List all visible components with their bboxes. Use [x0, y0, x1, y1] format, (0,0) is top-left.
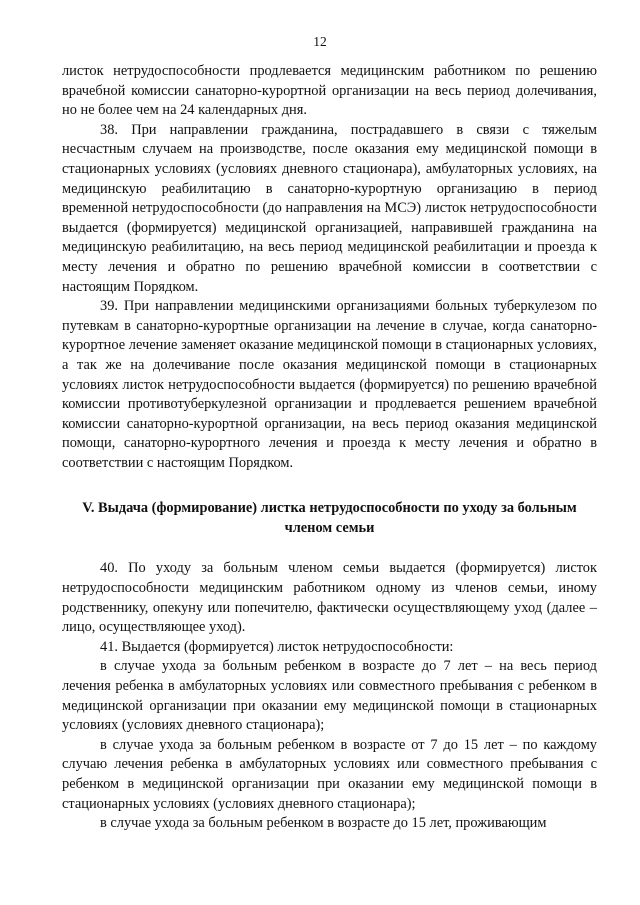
document-body [62, 62, 597, 834]
section-heading-line-1: V. Выдача (формирование) листка нетрудоспособности по уходу за больным [82, 500, 577, 517]
paragraph-41: 41. Выдается (формируется) листок нетрудоспособности: [100, 638, 454, 655]
list-item-under-15: в случае ухода за больным ребенком в возрасте до 15 лет, проживающим [100, 815, 547, 832]
paragraph-39: 39. При направлении медицинскими организациями больных туберкулезом по путевкам в санаторно-курортные организации на лечение в случае, когда санаторно-курортное лечение заменяет оказание медицинской помощи в стационарных условиях, а так же на долечивание после оказания медицинской помощи в стационарных условиях листок нетрудоспособности выдается (формируется) по решению врачебной комиссии противотуберкулезной организации и продлевается решением врачебной комиссии санаторно-курортной организации, на весь период оказания медицинской помощи, санаторно-курортного лечения и проезда к месту лечения и обратно в соответствии с настоящим Порядком. [62, 298, 597, 471]
section-heading [62, 498, 597, 538]
page-number: 12 [313, 34, 327, 49]
list-item-under-7: в случае ухода за больным ребенком в возрасте до 7 лет – на весь период лечения ребенка в амбулаторных условиях или совместного пребывания с ребенком в медицинской организации при оказании ему медицинской помощи в стационарных условиях (условиях дневного стационара); [62, 658, 597, 734]
paragraph-continuation: листок нетрудоспособности продлевается медицинским работником по решению врачебной комиссии санаторно-курортной организации на весь период долечивания, но не более чем на 24 календарных дня. [62, 63, 597, 119]
list-item-7-to-15: в случае ухода за больным ребенком в возрасте от 7 до 15 лет – по каждому случаю лечения ребенка в амбулаторных условиях или совместного пребывания с ребенком в медицинской организации при оказании ему медицинской помощи в стационарных условиях (условиях дневного стационара); [62, 736, 597, 812]
section-heading-line-2: членом семьи [284, 520, 375, 537]
paragraph-38: 38. При направлении гражданина, пострадавшего в связи с тяжелым несчастным случаем на производстве, после оказания ему медицинской помощи в стационарных условиях (условиях дневного стационара), амбулаторных условиях, на медицинскую реабилитацию в санаторно-курортную организацию в период временной нетрудоспособности (до направления на МСЭ) листок нетрудоспособности выдается (формируется) медицинской организацией, направившей гражданина на медицинскую реабилитацию, на весь период медицинской реабилитации и проезда к месту лечения и обратно по решению врачебной комиссии в соответствии с настоящим Порядком. [62, 121, 597, 295]
paragraph-40: 40. По уходу за больным членом семьи выдается (формируется) листок нетрудоспособности медицинским работником одному из членов семьи, иному родственнику, опекуну или попечителю, фактически осуществляющему уход (далее – лицо, осуществляющее уход). [62, 560, 597, 636]
